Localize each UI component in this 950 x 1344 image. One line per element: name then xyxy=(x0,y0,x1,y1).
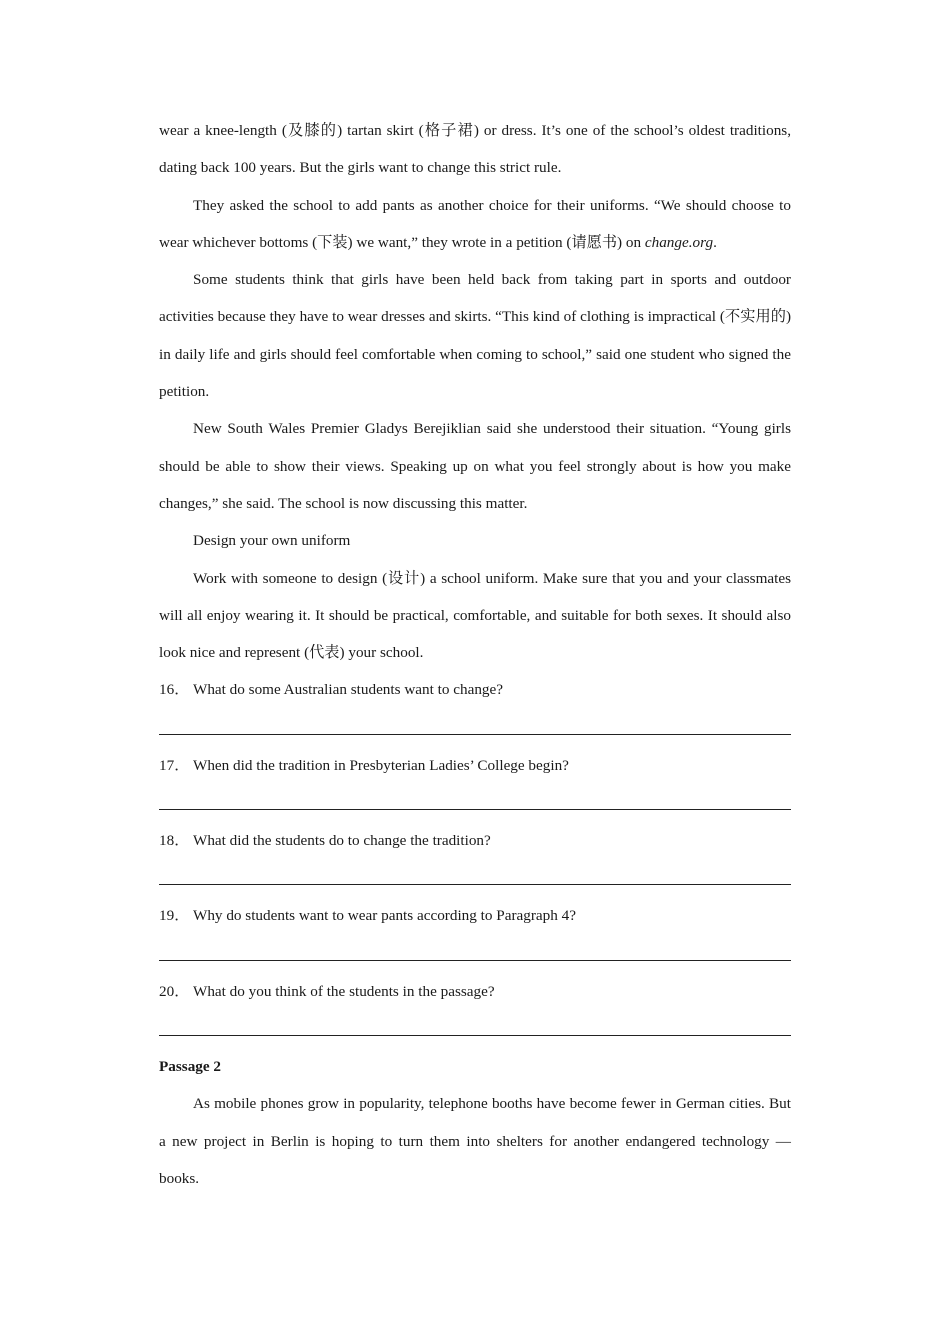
passage-2-title: Passage 2 xyxy=(159,1057,222,1075)
paragraph-1: wear a knee-length (及膝的) tartan skirt (格子裙) or dress. It’s one of the school’s oldest traditions, dating back 100 years. But the girls want to change this strict rule. xyxy=(159,122,791,177)
question-18 xyxy=(159,822,791,897)
answer-line-19[interactable] xyxy=(159,923,791,961)
answer-line-17[interactable] xyxy=(159,772,791,810)
question-19 xyxy=(159,897,791,972)
petition-site: change.org xyxy=(644,233,714,251)
paragraph-6: Work with someone to design (设计) a school uniform. Make sure that you and your classmates will all enjoy wearing it. It should be practical, comfortable, and suitable for both sexes. It should also look nice and represent (代表) your school. xyxy=(159,569,791,662)
document-page xyxy=(159,112,791,1197)
paragraph-2-end: . xyxy=(713,233,717,251)
answer-line-20[interactable] xyxy=(159,998,791,1036)
question-number: 20． xyxy=(159,982,190,1000)
question-text: Why do students want to wear pants according to Paragraph 4? xyxy=(193,907,576,925)
question-16 xyxy=(159,671,791,746)
question-number: 17． xyxy=(159,756,190,774)
paragraph-2 xyxy=(159,187,791,262)
question-text: What did the students do to change the tradition? xyxy=(193,832,491,850)
paragraph-3: Some students think that girls have been held back from taking part in sports and outdoor activities because they have to wear dresses and skirts. “This kind of clothing is impractical (不实用的) in daily life and girls should feel comfortable when coming to school,” said one student who signed the petition. xyxy=(159,271,791,401)
answer-line-16[interactable] xyxy=(159,697,791,735)
paragraph-4: New South Wales Premier Gladys Berejiklian said she understood their situation. “Young girls should be able to show their views. Speaking up on what you feel strongly about is how you make changes,” she said. The school is now discussing this matter. xyxy=(159,420,791,512)
question-20 xyxy=(159,973,791,1048)
question-text: When did the tradition in Presbyterian Ladies’ College begin? xyxy=(193,756,569,774)
section-heading: Design your own uniform xyxy=(193,532,351,550)
paragraph-2-text: They asked the school to add pants as another choice for their uniforms. “We should choose to wear whichever bottoms (下装) we want,” they wrote in a petition (请愿书) on xyxy=(159,196,791,251)
question-text: What do some Australian students want to change? xyxy=(193,681,504,699)
question-text: What do you think of the students in the passage? xyxy=(193,982,495,1000)
question-number: 18． xyxy=(159,832,190,850)
question-number: 19． xyxy=(159,907,190,925)
passage-2-paragraph-1: As mobile phones grow in popularity, telephone booths have become fewer in German cities. But a new project in Berlin is hoping to turn them into shelters for another endangered technology — books. xyxy=(159,1095,791,1187)
answer-line-18[interactable] xyxy=(159,847,791,885)
question-number: 16． xyxy=(159,681,190,699)
question-17 xyxy=(159,747,791,822)
